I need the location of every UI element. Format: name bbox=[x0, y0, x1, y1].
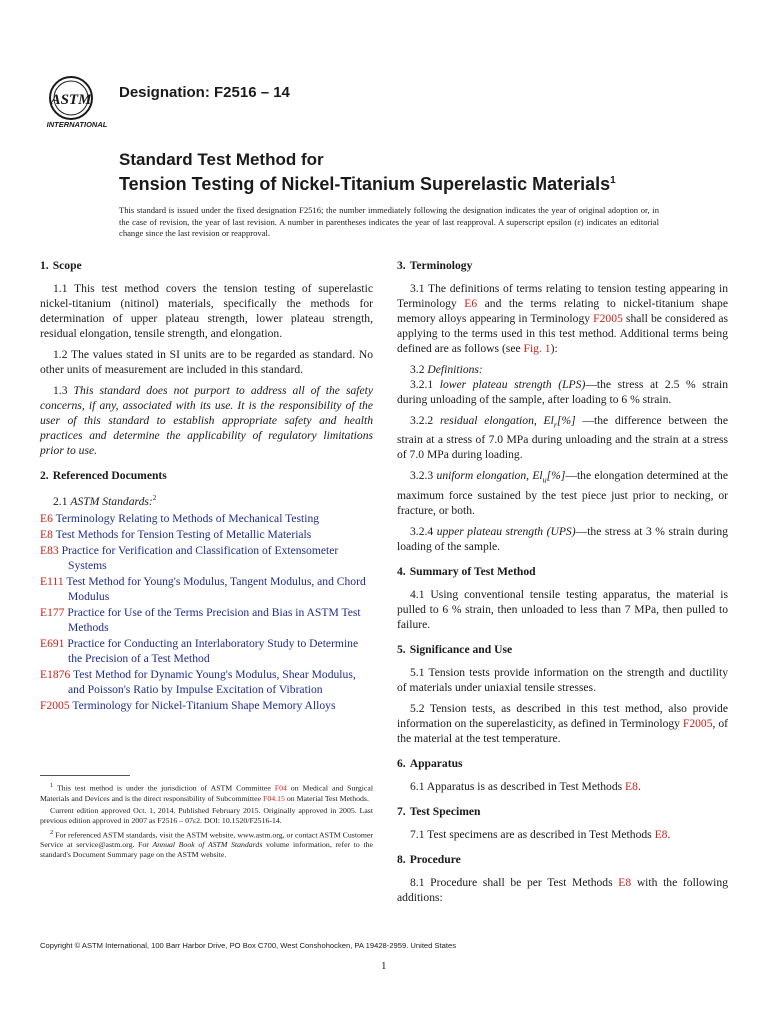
section-heading-significance: 5. Significance and Use bbox=[397, 642, 513, 656]
footnotes bbox=[40, 781, 373, 862]
reference-item[interactable]: E8 Test Methods for Tension Testing of Metallic Materials bbox=[40, 527, 312, 541]
link-f2005[interactable]: F2005 bbox=[682, 716, 713, 730]
issuance-notice: This standard is issued under the fixed designation F2516; the number immediately following the designation indicates the year of original adoption or, in the case of revision, the year of last revision. A number in parentheses indicates the year of last reapproval. A superscript epsilon (ε) indicates an editorial change since the last revision or reapproval. bbox=[119, 205, 659, 238]
reference-item[interactable]: E1876 Test Method for Dynamic Young's Modulus, Shear Modulus, and Poisson's Ratio by Impulse Excitation of Vibration bbox=[40, 667, 356, 696]
definition-3-2-3: 3.2.3 uniform elongation, $El_u[\%]—the$ elongation determined at the maximum force sustained by the test piece just prior to necking, or fracture, or both. bbox=[397, 469, 728, 517]
right-column bbox=[397, 258, 728, 911]
designation: Designation: F2516 – 14 bbox=[119, 84, 290, 101]
paragraph-3-2: 3.2 Definitions: bbox=[410, 363, 483, 376]
paragraph-1-2: 1.2 The values stated in SI units are to be regarded as standard. No other units of measurement are included in this standard. bbox=[40, 348, 373, 376]
link-e8[interactable]: E8 bbox=[654, 827, 668, 841]
reference-item[interactable]: F2005 Terminology for Nickel-Titanium Shape Memory Alloys bbox=[40, 698, 336, 712]
link-fig-1[interactable]: Fig. 1 bbox=[523, 342, 551, 355]
paragraph-6-1: 6.1 Apparatus is as described in Test Methods E8. bbox=[410, 779, 641, 793]
footnote-rule bbox=[40, 775, 130, 776]
section-heading-apparatus: 6. Apparatus bbox=[397, 756, 463, 770]
title-line-2-text: Tension Testing of Nickel-Titanium Superelastic Materials bbox=[119, 174, 611, 194]
reference-item[interactable]: E83 Practice for Verification and Classification of Extensometer Systems bbox=[40, 543, 339, 572]
paragraph-1-3: 1.3 This standard does not purport to address all of the safety concerns, if any, associated with its use. It is the responsibility of the user of this standard to establish appropriate safety and health practices and determine the applicability of regulatory limitations prior to use. bbox=[40, 384, 373, 457]
footnote-1-edition: Current edition approved Oct. 1, 2014. Published February 2015. Originally approved in 2005. Last previous edition approved in 2007 as F2516 – 07ε2. DOI: 10.1520/F2516-14. bbox=[40, 805, 373, 825]
paragraph-7-1: 7.1 Test specimens are as described in Test Methods E8. bbox=[410, 827, 671, 841]
page-number: 1 bbox=[381, 960, 387, 972]
link-e8[interactable]: E8 bbox=[618, 875, 632, 889]
paragraph-8-1: 8.1 Procedure shall be per Test Methods E8 with the following additions: bbox=[397, 875, 728, 904]
paragraph-4-1: 4.1 Using conventional tensile testing apparatus, the material is pulled to 6 % strain, then unloaded to less than 7 MPa, then pulled to failure. bbox=[397, 587, 728, 631]
copyright-notice: Copyright © ASTM International, 100 Barr Harbor Drive, PO Box C700, West Conshohocken, PA 19428-2959. United States bbox=[40, 941, 457, 950]
link-e6[interactable]: E6 bbox=[464, 297, 478, 310]
section-heading-procedure: 8. Procedure bbox=[397, 852, 461, 866]
title-line-1: Standard Test Method for bbox=[119, 150, 324, 169]
definition-3-2-1: 3.2.1 lower plateau strength (LPS)—the stress at 2.5 % strain during unloading of the sample, after loading to 6 % strain. bbox=[397, 378, 728, 406]
reference-item[interactable]: E6 Terminology Relating to Methods of Mechanical Testing bbox=[40, 511, 320, 525]
footnote-2: $^2$ For referenced ASTM standards, visit the ASTM website, www.astm.org, or contact ASTM Customer Service at service@astm.org. For Annual Book of ASTM Standards volume information, refer to the standard's Document Summary page on the ASTM website. bbox=[40, 828, 374, 860]
document-title bbox=[119, 149, 616, 195]
paragraph-5-1: 5.1 Tension tests provide information on the strength and ductility of materials under uniaxial tensile stresses. bbox=[397, 665, 728, 694]
left-column bbox=[40, 258, 373, 714]
footnote-link[interactable]: F04 bbox=[274, 783, 287, 793]
section-heading-scope: 1. Scope bbox=[40, 259, 82, 272]
link-e8[interactable]: E8 bbox=[625, 779, 638, 793]
referenced-documents-list bbox=[40, 511, 373, 713]
footnote-1: $^1$ This test method is under the jurisdiction of ASTM Committee F04 on Medical and Surgical Materials and Devices and is the direct responsibility of Subcommittee F04.15 on Material Test Methods. bbox=[40, 782, 374, 803]
paragraph-1-1: 1.1 This test method covers the tension testing of superelastic nickel-titanium (nitinol) materials, specifically the methods for determination of upper plateau strength, lower plateau strength, residual elongation, tensile strength, and elongation. bbox=[40, 282, 373, 340]
title-line-2 bbox=[119, 170, 616, 195]
astm-logo bbox=[41, 74, 111, 132]
definition-3-2-4: 3.2.4 upper plateau strength (UPS)—the stress at 3 % strain during loading of the sample. bbox=[397, 524, 728, 553]
astm-standards-subheading: 2.1 ASTM Standards:$^2$ bbox=[53, 494, 157, 508]
paragraph-5-2: 5.2 Tension tests, as described in this test method, also provide information on the superelasticity, as defined in Terminology F2005, of the material at the test temperature. bbox=[397, 701, 728, 745]
section-heading-referenced-documents: 2. Referenced Documents bbox=[40, 469, 167, 482]
footnote-link[interactable]: F04.15 bbox=[263, 793, 285, 803]
logo-text: ASTM bbox=[50, 92, 92, 108]
link-f2005[interactable]: F2005 bbox=[593, 312, 623, 325]
section-heading-terminology: 3. Terminology bbox=[397, 259, 473, 272]
definition-3-2-2: 3.2.2 residual elongation, $El_r[\%]$ —the difference between the strain at a stress of 7.0 MPa during unloading and the strain at a stress of 7.0 MPa during loading. bbox=[397, 414, 728, 462]
section-heading-test-specimen: 7. Test Specimen bbox=[397, 804, 481, 818]
logo-subtext: INTERNATIONAL bbox=[46, 120, 108, 129]
reference-item[interactable]: E691 Practice for Conducting an Interlaboratory Study to Determine the Precision of a Test Method bbox=[40, 636, 359, 665]
title-footnote-mark: 1 bbox=[610, 175, 616, 186]
section-heading-summary: 4. Summary of Test Method bbox=[397, 564, 536, 578]
reference-item[interactable]: E111 Test Method for Young's Modulus, Tangent Modulus, and Chord Modulus bbox=[40, 574, 366, 603]
paragraph-3-1: 3.1 The definitions of terms relating to tension testing appearing in Terminology E6 and the terms relating to nickel-titanium shape memory alloys appearing in Terminology F2005 shall be considered as applying to the terms used in this test method. Additional terms being defined are as follows (see Fig. 1): bbox=[397, 282, 729, 355]
reference-item[interactable]: E177 Practice for Use of the Terms Precision and Bias in ASTM Test Methods bbox=[40, 605, 361, 634]
